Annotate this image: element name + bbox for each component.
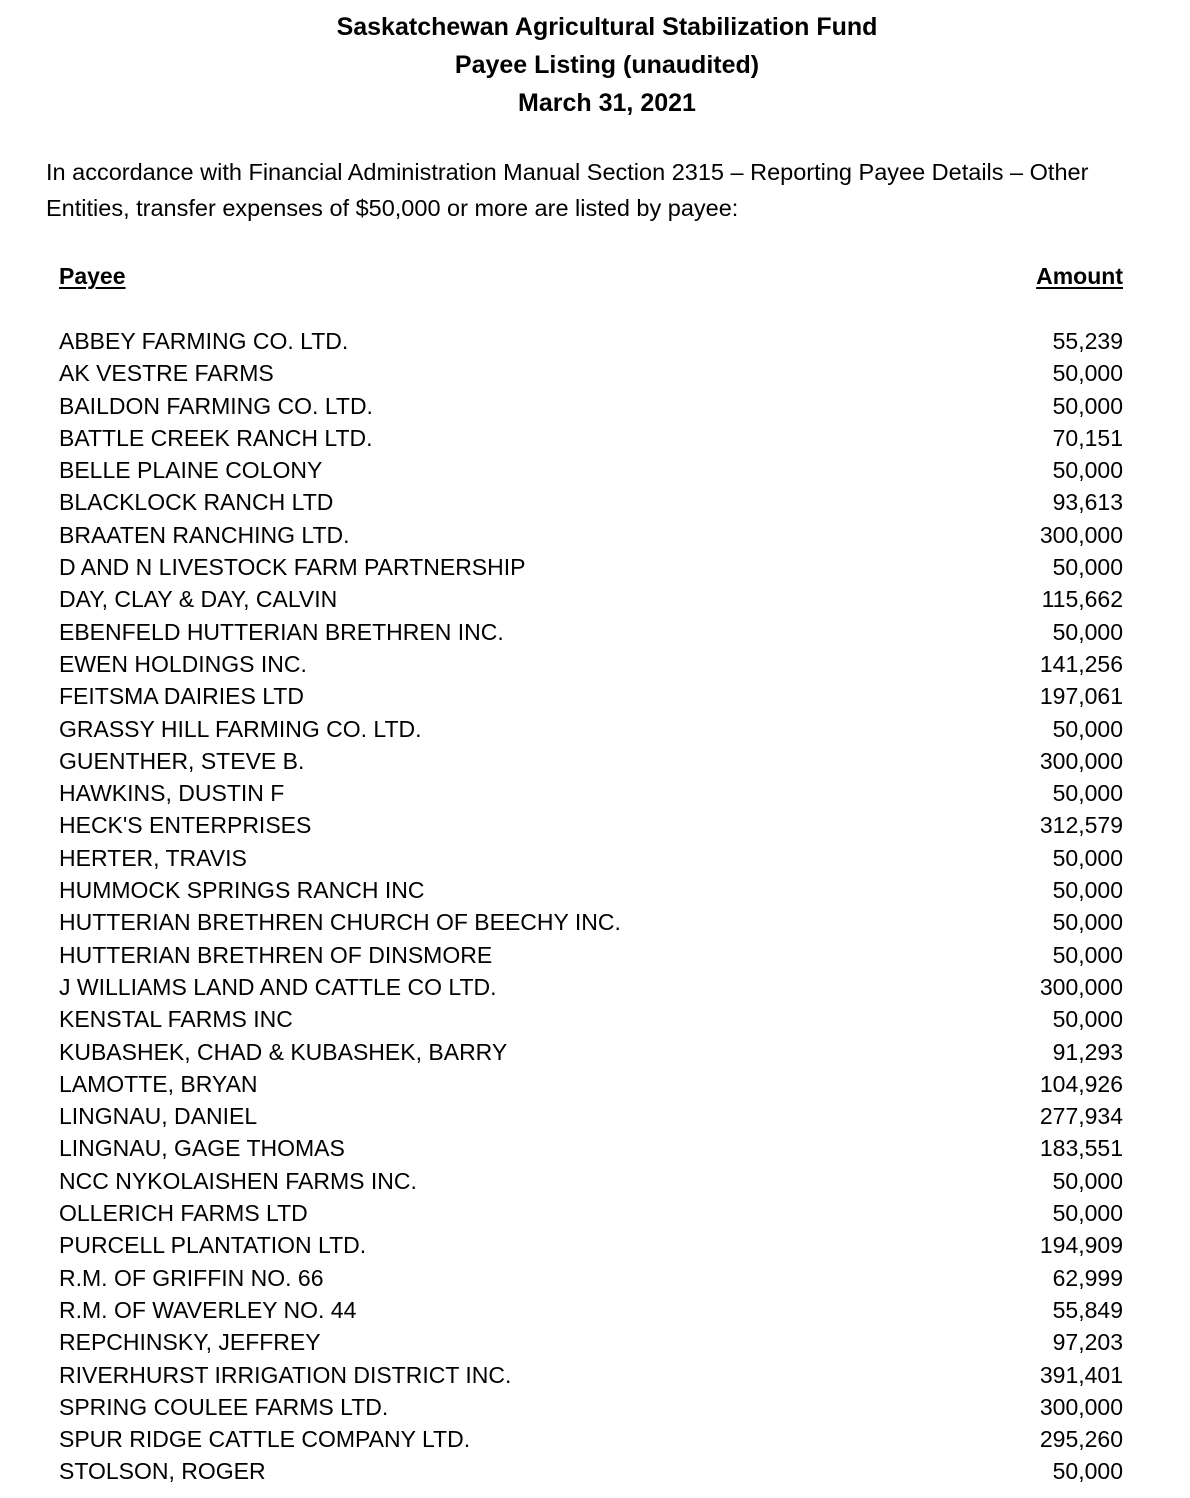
document-date: March 31, 2021: [518, 89, 696, 117]
payee-name: REPCHINSKY, JEFFREY: [59, 1329, 321, 1356]
table-row: [59, 519, 1123, 551]
payee-amount: 97,203: [1052, 1329, 1123, 1356]
payee-name: BLACKLOCK RANCH LTD: [59, 489, 334, 516]
payee-name: AK VESTRE FARMS: [59, 360, 274, 387]
table-row: [59, 1391, 1123, 1423]
table-row: [59, 325, 1123, 357]
payee-amount: 312,579: [1039, 812, 1123, 839]
payee-name: J WILLIAMS LAND AND CATTLE CO LTD.: [59, 973, 497, 1000]
payee-amount: 50,000: [1052, 715, 1123, 742]
table-row: [59, 1132, 1123, 1164]
table-row: [59, 1359, 1123, 1391]
table-row: [59, 422, 1123, 454]
payee-name: STOLSON, ROGER: [59, 1458, 266, 1485]
payee-amount: 50,000: [1052, 457, 1123, 484]
payee-amount: 50,000: [1052, 780, 1123, 807]
payee-name: BAILDON FARMING CO. LTD.: [59, 392, 373, 419]
payee-name: R.M. OF WAVERLEY NO. 44: [59, 1296, 357, 1323]
payee-name: LINGNAU, DANIEL: [59, 1103, 258, 1130]
payee-name: NCC NYKOLAISHEN FARMS INC.: [59, 1167, 417, 1194]
table-row: [59, 1262, 1123, 1294]
intro-line-1: In accordance with Financial Administration Manual Section 2315 – Reporting Payee Details – Other: [46, 159, 1089, 185]
payee-name: GRASSY HILL FARMING CO. LTD.: [59, 715, 422, 742]
payee-name: BATTLE CREEK RANCH LTD.: [59, 424, 373, 451]
payee-name: DAY, CLAY & DAY, CALVIN: [59, 586, 338, 613]
payee-name: FEITSMA DAIRIES LTD: [59, 683, 304, 710]
payee-amount: 183,551: [1039, 1135, 1123, 1162]
payee-amount: 50,000: [1052, 1200, 1123, 1227]
document-title: Saskatchewan Agricultural Stabilization Fund: [336, 13, 878, 41]
payee-name: HUTTERIAN BRETHREN CHURCH OF BEECHY INC.: [59, 909, 621, 936]
payee-name: PURCELL PLANTATION LTD.: [59, 1232, 367, 1259]
table-row: [59, 842, 1123, 874]
payee-amount: 50,000: [1052, 844, 1123, 871]
table-row: [59, 1068, 1123, 1100]
table-row: [59, 777, 1123, 809]
payee-amount: 50,000: [1052, 392, 1123, 419]
payee-amount: 50,000: [1052, 909, 1123, 936]
table-row: [59, 906, 1123, 938]
payee-amount: 300,000: [1039, 1393, 1123, 1420]
table-row: [59, 1326, 1123, 1358]
payee-amount: 70,151: [1052, 424, 1123, 451]
payee-name: RIVERHURST IRRIGATION DISTRICT INC.: [59, 1361, 512, 1388]
payee-name: KENSTAL FARMS INC: [59, 1006, 293, 1033]
table-row: [59, 680, 1123, 712]
payee-amount: 55,239: [1052, 328, 1123, 354]
table-row: [59, 454, 1123, 486]
payee-table: [59, 325, 1123, 1488]
table-row: [59, 1036, 1123, 1068]
table-row: [59, 1165, 1123, 1197]
payee-name: LAMOTTE, BRYAN: [59, 1070, 258, 1097]
payee-amount: 93,613: [1052, 489, 1123, 516]
payee-amount: 300,000: [1039, 747, 1123, 774]
payee-name: D AND N LIVESTOCK FARM PARTNERSHIP: [59, 554, 526, 581]
table-row: [59, 390, 1123, 422]
table-row: [59, 357, 1123, 389]
payee-amount: 295,260: [1039, 1426, 1123, 1453]
table-row: [59, 551, 1123, 583]
payee-amount: 55,849: [1052, 1296, 1123, 1323]
payee-name: HUMMOCK SPRINGS RANCH INC: [59, 877, 425, 904]
payee-name: HUTTERIAN BRETHREN OF DINSMORE: [59, 941, 493, 968]
payee-amount: 104,926: [1039, 1070, 1123, 1097]
payee-name: HECK'S ENTERPRISES: [59, 812, 312, 839]
document-header: [0, 8, 1190, 122]
payee-amount: 50,000: [1052, 618, 1123, 645]
document-subtitle: Payee Listing (unaudited): [454, 51, 760, 79]
table-row: [59, 809, 1123, 841]
table-row: [59, 616, 1123, 648]
table-row: [59, 1003, 1123, 1035]
payee-amount: 197,061: [1039, 683, 1123, 710]
payee-name: BRAATEN RANCHING LTD.: [59, 521, 350, 548]
table-row: [59, 874, 1123, 906]
table-row: [59, 939, 1123, 971]
table-row: [59, 648, 1123, 680]
table-row: [59, 971, 1123, 1003]
payee-name: ABBEY FARMING CO. LTD.: [59, 328, 349, 354]
table-row: [59, 1100, 1123, 1132]
payee-amount: 277,934: [1039, 1103, 1123, 1130]
table-row: [59, 1455, 1123, 1487]
payee-amount: 50,000: [1052, 360, 1123, 387]
payee-amount: 391,401: [1039, 1361, 1123, 1388]
table-row: [59, 745, 1123, 777]
payee-name: BELLE PLAINE COLONY: [59, 457, 323, 484]
payee-amount: 141,256: [1039, 650, 1123, 677]
table-row: [59, 1294, 1123, 1326]
table-row: [59, 713, 1123, 745]
payee-amount: 300,000: [1039, 973, 1123, 1000]
payee-amount: 50,000: [1052, 1006, 1123, 1033]
payee-amount: 194,909: [1039, 1232, 1123, 1259]
intro-line-2: Entities, transfer expenses of $50,000 or more are listed by payee:: [46, 195, 739, 221]
payee-name: OLLERICH FARMS LTD: [59, 1200, 308, 1227]
table-row: [59, 583, 1123, 615]
payee-amount: 115,662: [1041, 586, 1123, 613]
payee-name: LINGNAU, GAGE THOMAS: [59, 1135, 345, 1162]
intro-paragraph: [46, 154, 1156, 226]
payee-amount: 50,000: [1052, 877, 1123, 904]
payee-name: GUENTHER, STEVE B.: [59, 747, 305, 774]
payee-column-header: Payee: [59, 263, 126, 289]
payee-name: R.M. OF GRIFFIN NO. 66: [59, 1264, 324, 1291]
amount-column-header: Amount: [1036, 263, 1123, 289]
payee-amount: 50,000: [1052, 1167, 1123, 1194]
table-row: [59, 486, 1123, 518]
payee-name: KUBASHEK, CHAD & KUBASHEK, BARRY: [59, 1038, 508, 1065]
payee-name: SPRING COULEE FARMS LTD.: [59, 1393, 389, 1420]
payee-amount: 62,999: [1052, 1264, 1123, 1291]
payee-amount: 50,000: [1052, 941, 1123, 968]
payee-name: HERTER, TRAVIS: [59, 844, 247, 871]
payee-name: EWEN HOLDINGS INC.: [59, 650, 307, 677]
table-row: [59, 1197, 1123, 1229]
payee-amount: 300,000: [1039, 521, 1123, 548]
payee-name: HAWKINS, DUSTIN F: [59, 780, 285, 807]
payee-amount: 50,000: [1052, 1458, 1123, 1485]
payee-amount: 91,293: [1052, 1038, 1123, 1065]
table-row: [59, 1229, 1123, 1261]
payee-name: SPUR RIDGE CATTLE COMPANY LTD.: [59, 1426, 471, 1453]
table-row: [59, 1423, 1123, 1455]
payee-amount: 50,000: [1052, 554, 1123, 581]
payee-name: EBENFELD HUTTERIAN BRETHREN INC.: [59, 618, 504, 645]
